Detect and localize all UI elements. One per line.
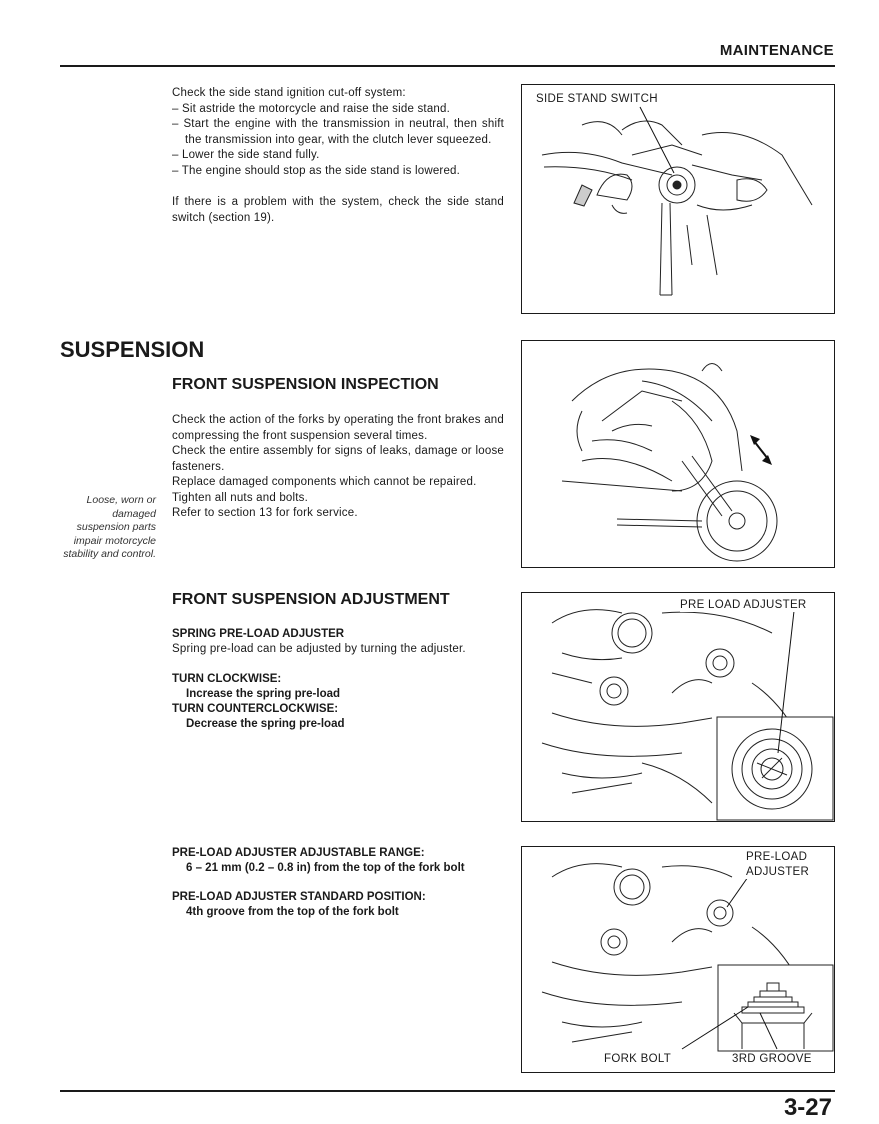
- preload-adjuster-illustration: [522, 593, 834, 821]
- adjuster-range-block: [172, 846, 504, 920]
- fork-inspection-illustration: [522, 341, 834, 567]
- spring-preload-text: Spring pre-load can be adjusted by turning the adjuster.: [172, 643, 466, 655]
- side-stand-intro: Check the side stand ignition cut-off system:: [172, 87, 406, 99]
- inspection-text: [172, 413, 504, 522]
- fork-bolt-label: FORK BOLT: [604, 1053, 672, 1065]
- side-stand-text: [172, 86, 504, 226]
- side-stand-switch-figure: [521, 84, 835, 314]
- fork-bolt-illustration: [522, 847, 834, 1072]
- adjustable-range-text: 6 – 21 mm (0.2 – 0.8 in) from the top of the fork bolt: [186, 862, 465, 874]
- counterclockwise-text: Decrease the spring pre-load: [186, 717, 345, 730]
- inspection-title: FRONT SUSPENSION INSPECTION: [172, 376, 439, 393]
- preload-adjuster-figure: [521, 592, 835, 822]
- side-stand-step-2: – Start the engine with the transmission in neutral, then shift the transmission into gear, with the clutch lever squeezed.: [172, 118, 504, 146]
- footer-rule: [60, 1090, 835, 1092]
- section-header: MAINTENANCE: [719, 42, 834, 59]
- clockwise-text: Increase the spring pre-load: [186, 687, 341, 700]
- suspension-title: SUSPENSION: [60, 337, 205, 362]
- adjustable-range-heading: PRE-LOAD ADJUSTER ADJUSTABLE RANGE:: [172, 847, 425, 859]
- page-number: 3-27: [783, 1094, 832, 1121]
- preload-adjuster-label: PRE LOAD ADJUSTER: [680, 599, 807, 611]
- third-groove-label: 3RD GROOVE: [732, 1053, 812, 1065]
- adjustment-title: FRONT SUSPENSION ADJUSTMENT: [172, 591, 450, 608]
- fig2-adjuster-label-line1: PRE-LOAD: [746, 851, 808, 863]
- fork-bolt-figure: [521, 846, 835, 1073]
- side-stand-step-4: – The engine should stop as the side stand is lowered.: [172, 164, 461, 177]
- inspection-para-4: Tighten all nuts and bolts.: [172, 491, 309, 504]
- spring-preload-heading: SPRING PRE-LOAD ADJUSTER: [172, 628, 345, 640]
- standard-position-heading: PRE-LOAD ADJUSTER STANDARD POSITION:: [172, 891, 426, 903]
- inspection-para-3: Replace damaged components which cannot be repaired.: [172, 476, 477, 488]
- inspection-para-1: Check the action of the forks by operating the front brakes and compressing the front suspension several times.: [172, 414, 504, 442]
- inspection-para-5: Refer to section 13 for fork service.: [172, 507, 358, 519]
- inspection-para-2: Check the entire assembly for signs of leaks, damage or loose fasteners.: [172, 445, 504, 473]
- side-stand-switch-label: SIDE STAND SWITCH: [536, 93, 658, 105]
- adjustment-block: [172, 627, 504, 732]
- side-stand-step-1: – Sit astride the motorcycle and raise the side stand.: [172, 102, 450, 115]
- fork-inspection-figure: [521, 340, 835, 568]
- inspection-side-note: Loose, worn or damaged suspension parts impair motorcycle stability and control.: [63, 494, 156, 560]
- fig2-adjuster-label-line2: ADJUSTER: [746, 866, 810, 878]
- standard-position-text: 4th groove from the top of the fork bolt: [186, 906, 399, 918]
- side-stand-step-3: – Lower the side stand fully.: [172, 149, 320, 161]
- clockwise-heading: TURN CLOCKWISE:: [172, 672, 282, 685]
- counterclockwise-heading: TURN COUNTERCLOCKWISE:: [172, 702, 339, 715]
- side-stand-illustration: [522, 85, 834, 313]
- side-stand-problem: If there is a problem with the system, check the side stand switch (section 19).: [172, 196, 504, 224]
- header-rule: [60, 65, 835, 67]
